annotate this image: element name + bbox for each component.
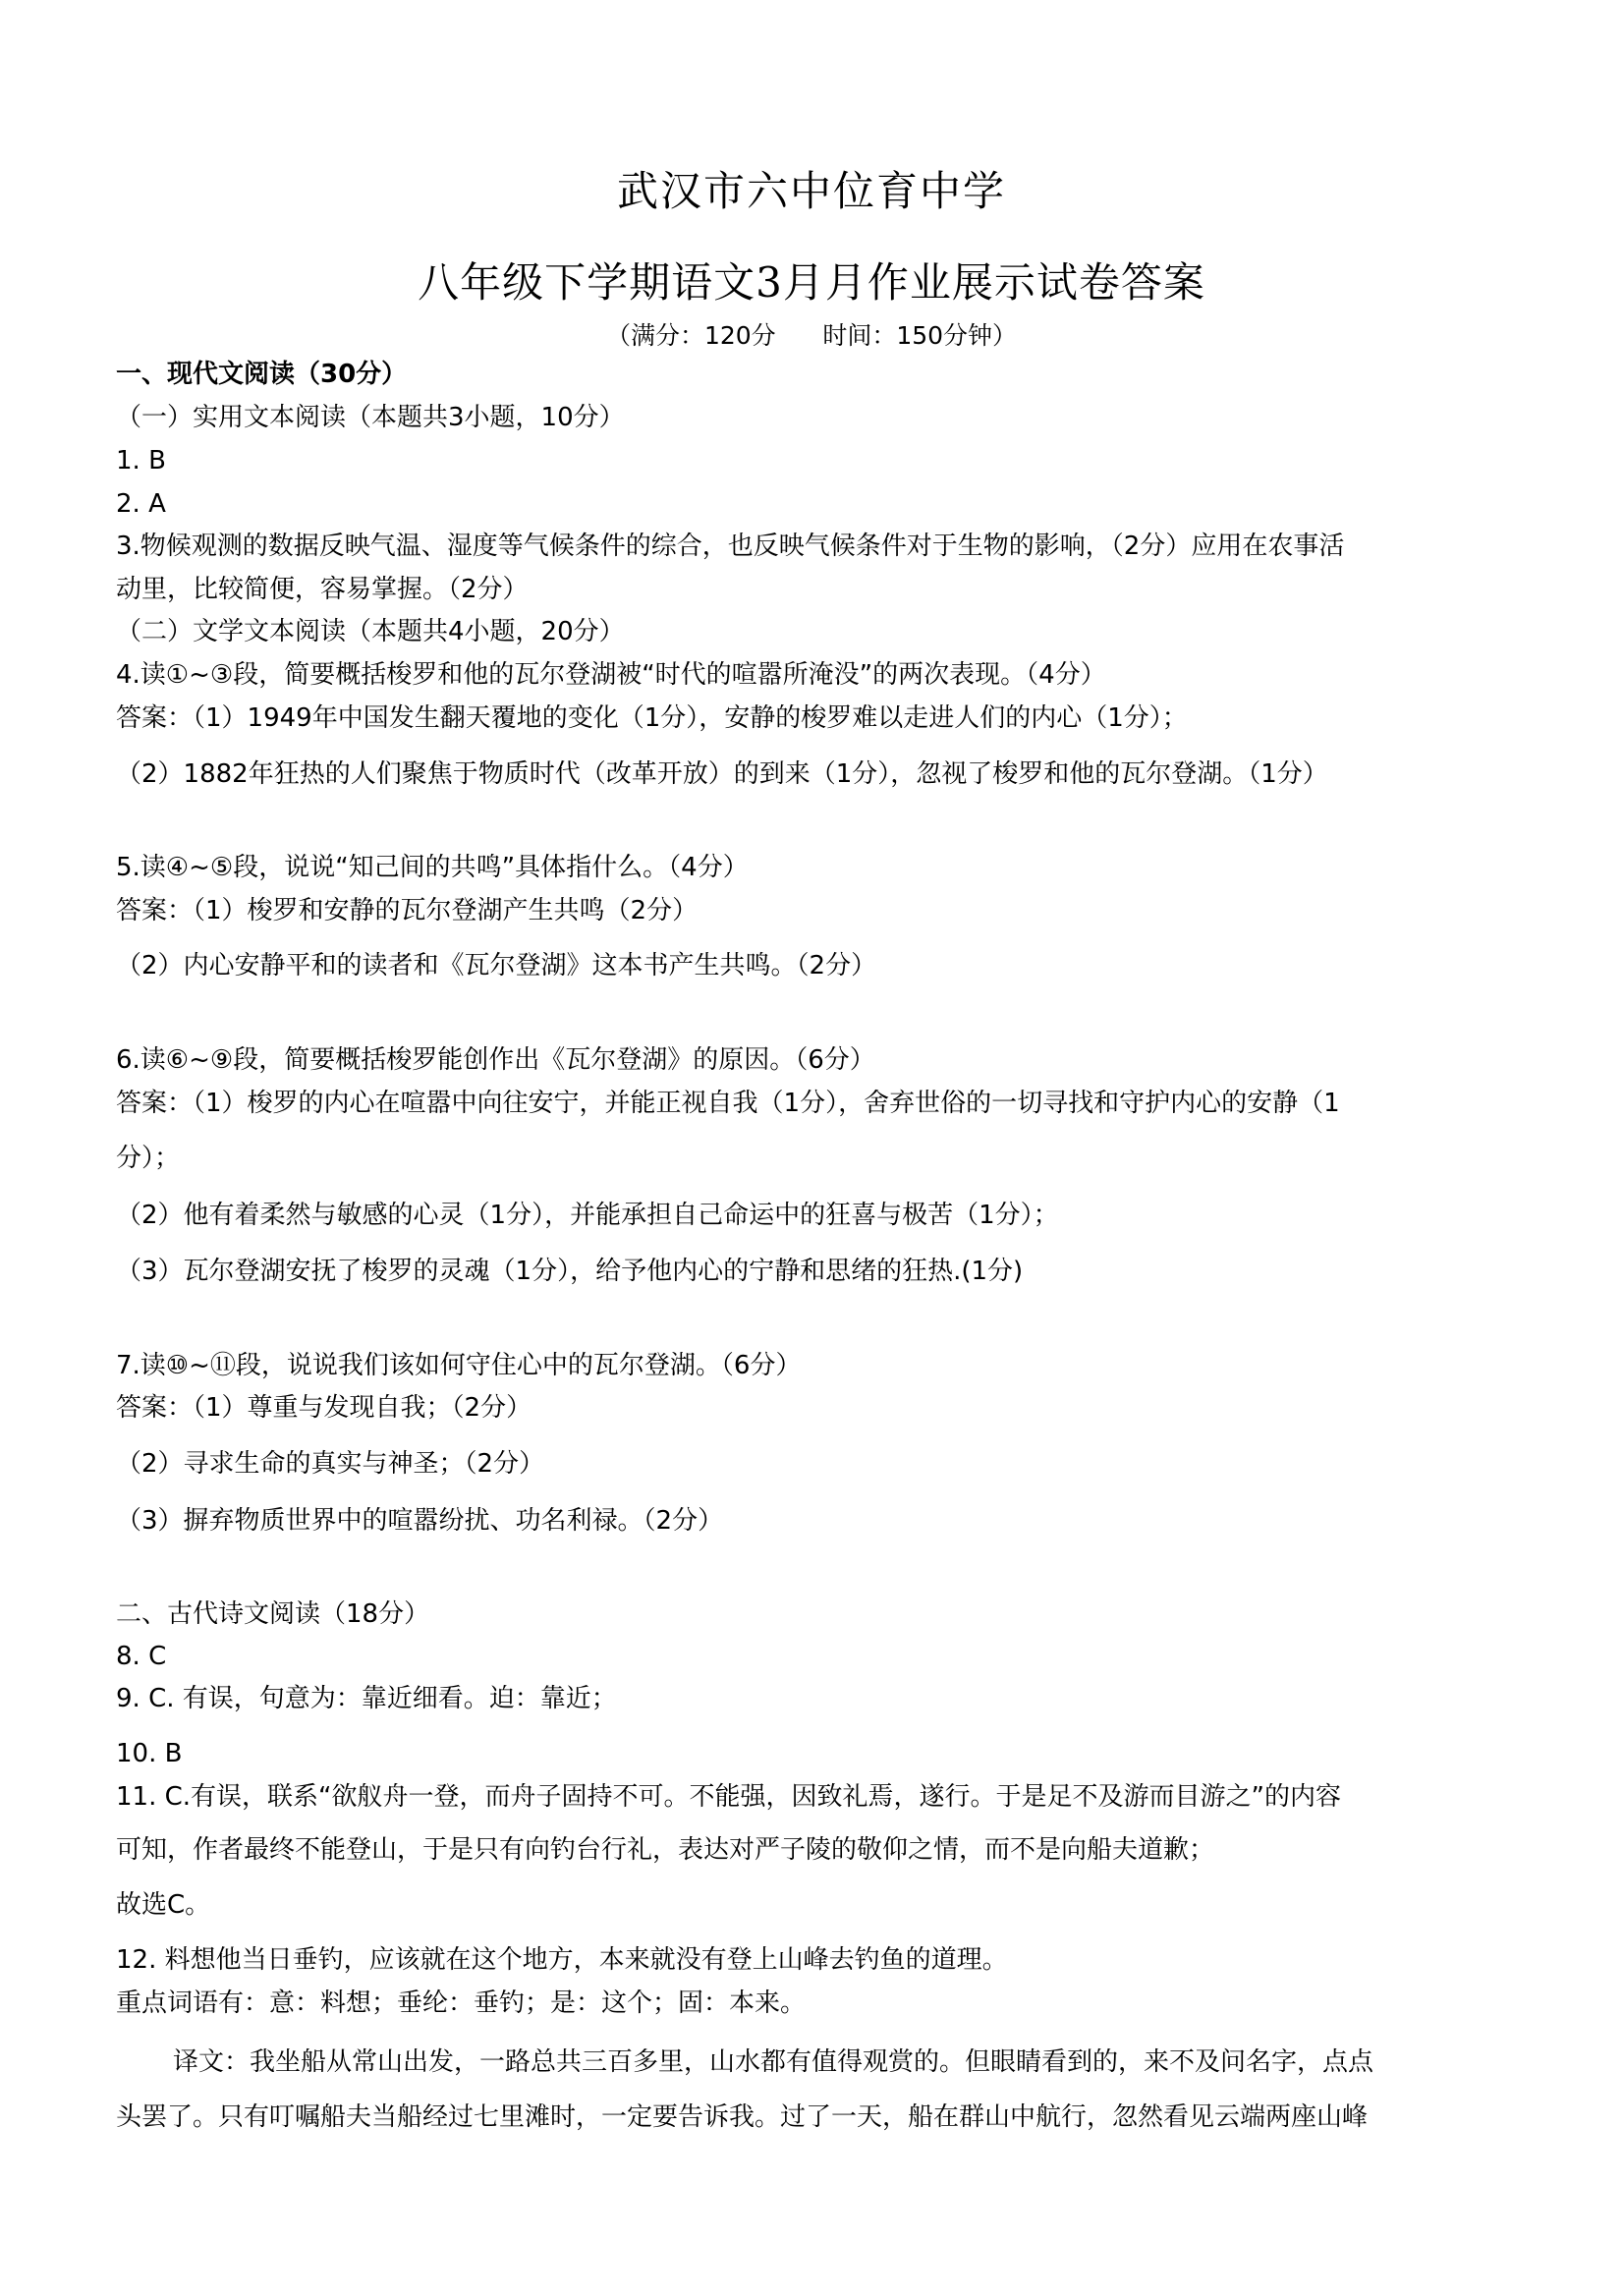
answer-line: 2. A xyxy=(116,489,166,519)
question-line: 7.读⑩~⑪段，说说我们该如何守住心中的瓦尔登湖。（6分） xyxy=(116,1351,802,1380)
answer-line: （2）1882年狂热的人们聚焦于物质时代（改革开放）的到来（1分），忽视了梭罗和他的瓦尔登湖。（1分） xyxy=(116,759,1328,789)
answer-line: 重点词语有：意：料想；垂纶：垂钓；是：这个；固：本来。 xyxy=(116,1988,807,2018)
answer-line: （3）瓦尔登湖安抚了梭罗的灵魂（1分），给予他内心的宁静和思绪的狂热.(1分) xyxy=(116,1257,1024,1286)
translation-line: 译文：我坐船从常山出发，一路总共三百多里，山水都有值得观赏的。但眼睛看到的，来不及问名字，点点 xyxy=(173,2047,1374,2077)
answer-line: 答案：（1）1949年中国发生翻天覆地的变化（1分），安静的梭罗难以走进人们的内心（1分）； xyxy=(116,703,1188,733)
exam-meta: （满分：120分 时间：150分钟） xyxy=(605,321,1018,350)
answer-line: 分）； xyxy=(116,1144,181,1173)
section-heading: 二、古代诗文阅读（18分） xyxy=(116,1599,430,1629)
answer-line: （3）摒弃物质世界中的喧嚣纷扰、功名利禄。（2分） xyxy=(116,1506,724,1536)
subsection-heading: （二）文学文本阅读（本题共4小题，20分） xyxy=(116,617,625,646)
answer-line: 1. B xyxy=(116,446,166,476)
answer-line: 8. C xyxy=(116,1642,167,1671)
answer-line: （2）内心安静平和的读者和《瓦尔登湖》这本书产生共鸣。（2分） xyxy=(116,951,877,980)
answer-line: 9. C. 有误，句意为：靠近细看。迫：靠近； xyxy=(116,1684,617,1713)
exam-title: 八年级下学期语文3月月作业展示试卷答案 xyxy=(418,258,1205,307)
answer-line: 答案：（1）梭罗的内心在喧嚣中向往安宁，并能正视自我（1分），舍弃世俗的一切寻找和守护内心的安静（1 xyxy=(116,1089,1340,1118)
translation-line: 头罢了。只有叮嘱船夫当船经过七里滩时，一定要告诉我。过了一天，船在群山中航行，忽然看见云端两座山峰 xyxy=(116,2102,1369,2132)
subsection-heading: （一）实用文本阅读（本题共3小题，10分） xyxy=(116,403,625,432)
answer-line: 11. C.有误，联系“欲舣舟一登，而舟子固持不可。不能强，因致礼焉，遂行。于是足不及游而目游之”的内容 xyxy=(116,1782,1341,1812)
section-heading: 一、现代文阅读（30分） xyxy=(116,360,408,389)
answer-line: 12. 料想他当日垂钓，应该就在这个地方，本来就没有登上山峰去钓鱼的道理。 xyxy=(116,1945,1008,1975)
question-line: 4.读①~③段，简要概括梭罗和他的瓦尔登湖被“时代的喧嚣所淹没”的两次表现。（4分） xyxy=(116,660,1106,690)
answer-line: 答案：（1）尊重与发现自我；（2分） xyxy=(116,1393,532,1423)
answer-line: 10. B xyxy=(116,1739,183,1768)
answer-line: 动里，比较简便，容易掌握。（2分） xyxy=(116,575,529,604)
school-title: 武汉市六中位育中学 xyxy=(616,167,1006,215)
answer-line: 3.物候观测的数据反映气温、湿度等气候条件的综合，也反映气候条件对于生物的影响，（2分）应用在农事活 xyxy=(116,532,1345,561)
question-line: 6.读⑥~⑨段，简要概括梭罗能创作出《瓦尔登湖》的原因。（6分） xyxy=(116,1045,875,1075)
answer-line: （2）他有着柔然与敏感的心灵（1分），并能承担自己命运中的狂喜与极苦（1分）； xyxy=(116,1201,1059,1230)
answer-line: 可知，作者最终不能登山，于是只有向钓台行礼，表达对严子陵的敬仰之情，而不是向船夫道歉； xyxy=(116,1835,1215,1865)
answer-line: 故选C。 xyxy=(116,1890,211,1920)
question-line: 5.读④~⑤段，说说“知己间的共鸣”具体指什么。（4分） xyxy=(116,853,749,882)
answer-line: 答案：（1）梭罗和安静的瓦尔登湖产生共鸣（2分） xyxy=(116,896,699,925)
answer-line: （2）寻求生命的真实与神圣；（2分） xyxy=(116,1449,545,1479)
